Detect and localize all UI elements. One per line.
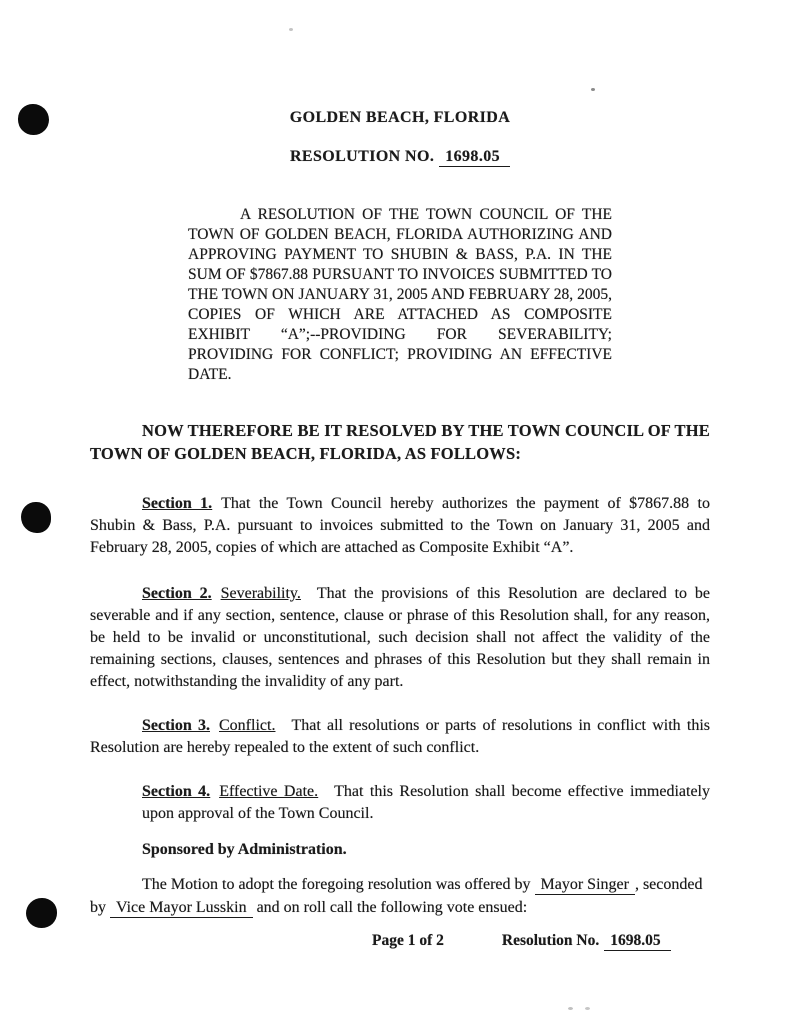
footer-resolution-line (502, 931, 671, 951)
section-2-body: That the provisions of this Resolution are declared to be severable and if any section, sentence, clause or phrase of this Resolution shall, for any reason, be held to be invalid or unconstitutional, such decision shall not affect the validity of the remaining sections, clauses, sentences and phrases of this Resolution but they shall remain in effect, notwithstanding the invalidity of any part. (90, 585, 710, 690)
section-2-label: Section 2. (142, 585, 212, 602)
section-3-label: Section 3. (142, 717, 210, 734)
section-1-paragraph (90, 493, 710, 559)
resolution-number: 1698.05 (439, 148, 510, 167)
footer-resolution-label: Resolution No. (501, 932, 600, 949)
section-2-paragraph (90, 583, 710, 693)
footer-resolution-number: 1698.05 (604, 932, 670, 951)
offered-by-name: Mayor Singer (535, 876, 635, 895)
sponsor-line: Sponsored by Administration. (142, 841, 347, 858)
resolved-clause: NOW THEREFORE BE IT RESOLVED BY THE TOWN COUNCIL OF THE TOWN OF GOLDEN BEACH, FLORIDA, AS FOLLOWS: (90, 421, 710, 463)
preamble-paragraph: A RESOLUTION OF THE TOWN COUNCIL OF THE TOWN OF GOLDEN BEACH, FLORIDA AUTHORIZING AND APPROVING PAYMENT TO SHUBIN & BASS, P.A. IN THE SUM OF $7867.88 PURSUANT TO INVOICES SUBMITTED TO THE TOWN ON JANUARY 31, 2005 AND FEBRUARY 28, 2005, COPIES OF WHICH ARE ATTACHED AS COMPOSITE EXHIBIT “A”;--PROVIDING FOR SEVERABILITY; PROVIDING FOR CONFLICT; PROVIDING AN EFFECTIVE DATE. (188, 206, 612, 383)
hole-punch-mark (18, 104, 49, 135)
section-4-body: That this Resolution shall become effective immediately upon approval of the Town Council. (142, 783, 710, 822)
hole-punch-mark (21, 502, 51, 533)
scan-artifact (585, 1007, 590, 1010)
section-4-paragraph (142, 781, 710, 825)
section-4-title: Effective Date. (219, 783, 319, 800)
resolution-number-label: RESOLUTION NO. (289, 148, 435, 165)
motion-paragraph (90, 873, 710, 919)
resolution-number-line (90, 147, 710, 167)
hole-punch-mark (26, 898, 57, 928)
motion-text-after: and on roll call the following vote ensued: (256, 899, 528, 916)
section-2-title: Severability. (220, 585, 301, 602)
seconded-by-name: Vice Mayor Lusskin (110, 899, 253, 918)
document-content (90, 0, 710, 951)
page-footer (90, 931, 710, 951)
section-3-paragraph (90, 715, 710, 759)
page-number: Page 1 of 2 (372, 932, 444, 949)
section-4-label: Section 4. (142, 783, 211, 800)
section-3-title: Conflict. (219, 717, 276, 734)
section-3-body: That all resolutions or parts of resolutions in conflict with this Resolution are hereby repealed to the extent of such conflict. (90, 717, 710, 756)
motion-text-middle: , seconded by (90, 876, 703, 916)
section-1-body: That the Town Council hereby authorizes the payment of $7867.88 to Shubin & Bass, P.A. pursuant to invoices submitted to the Town on January 31, 2005 and February 28, 2005, copies of which are attached as Composite Exhibit “A”. (90, 495, 710, 556)
section-1-label: Section 1. (142, 495, 213, 512)
scan-artifact (568, 1007, 573, 1010)
motion-text-before: The Motion to adopt the foregoing resolution was offered by (142, 876, 531, 893)
document-title: GOLDEN BEACH, FLORIDA (289, 109, 511, 126)
